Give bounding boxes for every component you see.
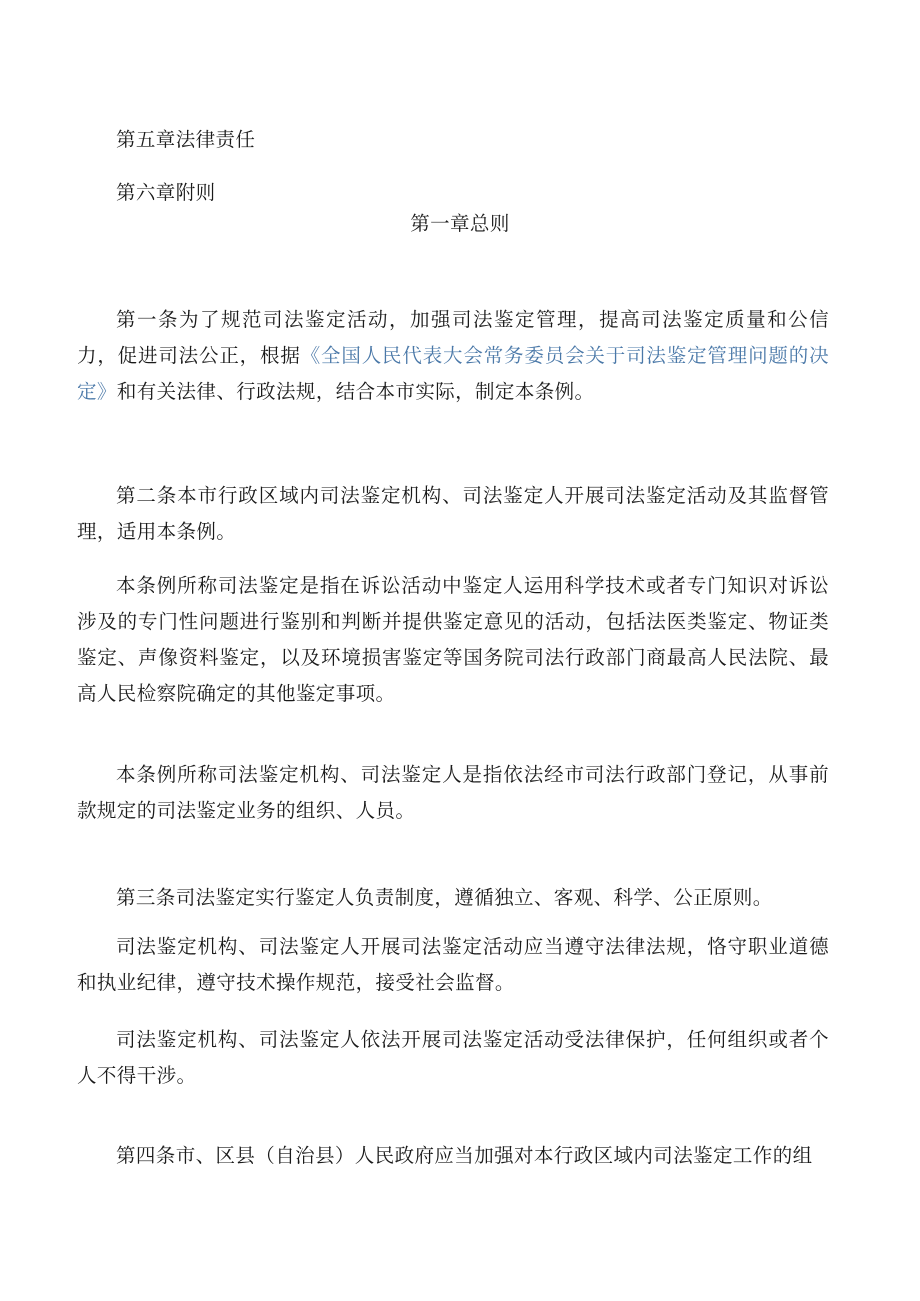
- article-4-paragraph-1: 第四条市、区县（自治县）人民政府应当加强对本行政区域内司法鉴定工作的组: [116, 1144, 813, 1167]
- article-2-paragraph-1: 第二条本市行政区域内司法鉴定机构、司法鉴定人开展司法鉴定活动及其监督管理，适用本条例。: [77, 484, 829, 543]
- article-1-paragraph: [77, 302, 829, 410]
- article-3-paragraph-3: 司法鉴定机构、司法鉴定人依法开展司法鉴定活动受法律保护，任何组织或者个人不得干涉。: [77, 1028, 829, 1087]
- referenced-law-link[interactable]: 《全国人民代表大会常务委员会关于司法鉴定管理问题的决定》: [77, 344, 829, 403]
- toc-chapter-6: 第六章附则: [116, 181, 216, 204]
- article-3-paragraph-1: 第三条司法鉴定实行鉴定人负责制度，遵循独立、客观、科学、公正原则。: [116, 886, 773, 909]
- article-1-text-start: 第一条为了规范司法鉴定活动，加强司法鉴定管理，提高司法鉴定质量和公信力，促进司法公正，根据: [77, 308, 829, 367]
- article-2-paragraph-3: 本条例所称司法鉴定机构、司法鉴定人是指依法经市司法行政部门登记，从事前款规定的司法鉴定业务的组织、人员。: [77, 763, 829, 822]
- chapter-1-heading: 第一章总则: [410, 212, 510, 235]
- article-3-paragraph-2: 司法鉴定机构、司法鉴定人开展司法鉴定活动应当遵守法律法规，恪守职业道德和执业纪律，遵守技术操作规范，接受社会监督。: [77, 935, 829, 994]
- toc-chapter-5: 第五章法律责任: [116, 128, 256, 151]
- article-2-paragraph-2: 本条例所称司法鉴定是指在诉讼活动中鉴定人运用科学技术或者专门知识对诉讼涉及的专门性问题进行鉴别和判断并提供鉴定意见的活动，包括法医类鉴定、物证类鉴定、声像资料鉴定，以及环境损害鉴定等国务院司法行政部门商最高人民法院、最高人民检察院确定的其他鉴定事项。: [77, 574, 829, 705]
- article-1-text-end: 和有关法律、行政法规，结合本市实际，制定本条例。: [116, 380, 595, 403]
